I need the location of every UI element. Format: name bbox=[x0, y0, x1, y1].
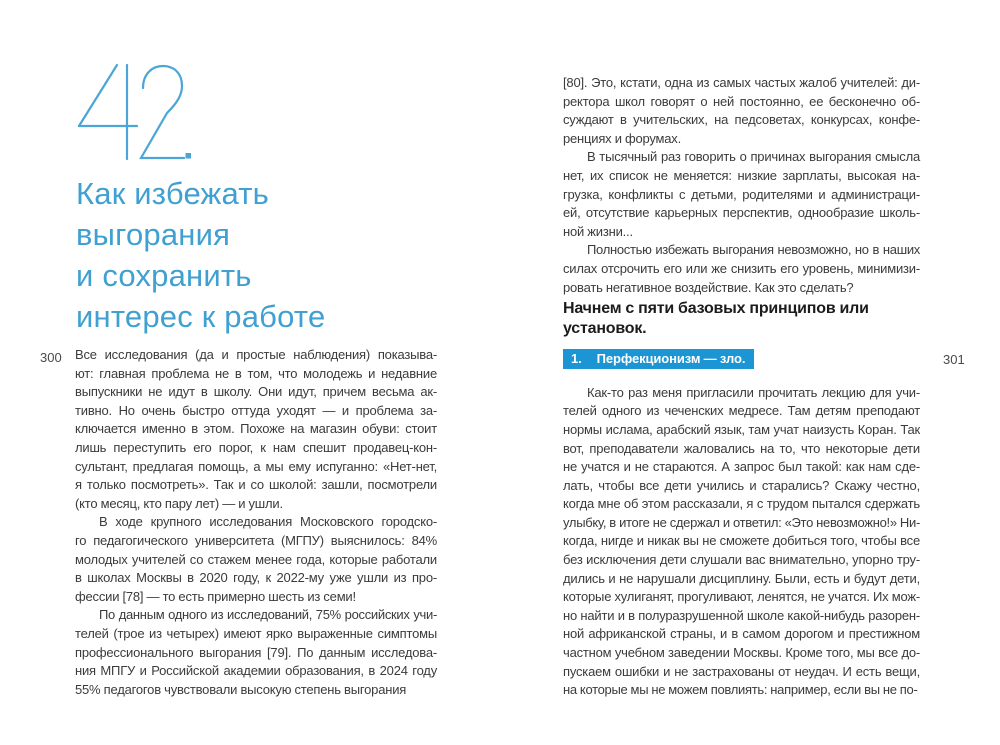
body-text-line: вот, преподаватели жаловались на то, что некоторые дети bbox=[563, 440, 920, 456]
body-text-line: пускаем ошибки и не застрахованы от неудач. И есть вещи, bbox=[563, 663, 920, 679]
left-text-column bbox=[75, 346, 437, 699]
body-text-line: ют: главная проблема не в том, что молодежь и недавние bbox=[75, 365, 437, 381]
paragraph bbox=[563, 241, 920, 297]
page-number-left: 300 bbox=[40, 350, 62, 365]
body-text-line: Полностью избежать выгорания невозможно, но в наших bbox=[587, 242, 920, 258]
body-text-line: молодых учителей со стажем менее года, которые работали bbox=[75, 551, 437, 567]
text-line: и сохранить bbox=[76, 258, 252, 293]
body-text-line: профессионального выгорания [79]. По данным исследова- bbox=[75, 644, 437, 660]
body-text-line: суждают в учительских, на педсоветах, конкурсах, конфе- bbox=[563, 112, 920, 128]
body-text-line: ной африканской страны, и в самом дорогом и престижном bbox=[563, 626, 920, 642]
body-text-line: частном учебном заведении Москвы. Кроме того, мы все до- bbox=[563, 645, 920, 661]
right-text-column bbox=[563, 74, 920, 700]
body-text-line: нет, их список не меняется: низкие зарплаты, высокая на- bbox=[563, 167, 920, 183]
principle-label: Перфекционизм — зло. bbox=[596, 351, 746, 367]
body-text-line: го педагогического университета (МГПУ) выяснилось: 84% bbox=[75, 532, 437, 548]
chapter-number-figure bbox=[77, 64, 191, 160]
body-text-line: фессии [78] — то есть примерно шесть из семи! bbox=[75, 588, 356, 604]
principle-item bbox=[563, 349, 754, 369]
body-text-line: ния МПГУ и Российской академии образования, в 2024 году bbox=[75, 663, 437, 679]
body-text-line: на которые мы не можем повлиять: например, если вы не по- bbox=[563, 682, 918, 698]
body-text-line: По данным одного из исследований, 75% российских учи- bbox=[99, 607, 437, 623]
body-text-line: лать, чтобы все дети учились и старались? Скажу честно, bbox=[563, 477, 920, 493]
text-line: Начнем с пяти базовых принципов или bbox=[563, 300, 869, 318]
body-text-line: ключается именно в этом. Похоже на магазин обуви: стоит bbox=[75, 421, 437, 437]
body-text-line: телей одного из чеченских медресе. Там детям преподают bbox=[563, 403, 920, 419]
body-text-line: выпускники не идут в школу. Они идут, причем весьма ак- bbox=[75, 384, 437, 400]
body-text-line: ровать негативное воздействие. Как это сделать? bbox=[563, 279, 854, 295]
body-text-line: без исключения дети слушали вас внимательно, упорно тру- bbox=[563, 552, 920, 568]
body-text-line: которые хулиганят, прогуливают, ленятся, не учатся. Их мож- bbox=[563, 589, 920, 605]
body-text-line: ной жизни... bbox=[563, 223, 633, 239]
body-text-line: В тысячный раз говорить о причинах выгорания смысла bbox=[587, 149, 920, 165]
body-text-line: когда мне об этом рассказали, я с трудом пытался сдержать bbox=[563, 496, 920, 512]
text-line: Как избежать bbox=[76, 176, 270, 211]
paragraph bbox=[563, 148, 920, 241]
body-text-line: ректора школ говорят о ней постоянно, ее бесконечно об- bbox=[563, 93, 920, 109]
paragraph bbox=[75, 606, 437, 699]
paragraph bbox=[75, 513, 437, 606]
paragraph bbox=[563, 74, 920, 148]
body-text-line: в школах Москвы в 2020 году, к 2022-му уже ушли из про- bbox=[75, 570, 437, 586]
text-line: выгорания bbox=[76, 217, 231, 252]
body-text-line: когда, нигде и никак вы не сможете добиться того, чтобы все bbox=[563, 533, 920, 549]
body-text-line: не учатся и не стараются. А запрос был такой: как нам сде- bbox=[563, 459, 920, 475]
body-text-line: я только посмотреть». Так и со школой: зашли, посмотрели bbox=[75, 477, 437, 493]
right-bottom-paragraphs bbox=[563, 384, 920, 700]
text-line: интерес к работе bbox=[76, 299, 326, 334]
body-text-line: телей (трое из четырех) имеют ярко выраженные симптомы bbox=[75, 625, 437, 641]
body-text-line: дились и не нарушали дисциплину. Были, есть и будут дети, bbox=[563, 570, 920, 586]
body-text-line: ей, отсутствие карьерных перспектив, однообразие школь- bbox=[563, 205, 920, 221]
page-number-right: 301 bbox=[943, 352, 965, 367]
body-text-line: но найти и в полуразрушенной школе какой-нибудь разорен- bbox=[563, 607, 920, 623]
body-text-line: [80]. Это, кстати, одна из самых частых жалоб учителей: ди- bbox=[563, 75, 920, 90]
body-text-line: (кто месяц, кто пару лет) — и ушли. bbox=[75, 495, 283, 511]
body-text-line: лишь переступить его порог, к нам спешит продавец-кон- bbox=[75, 439, 437, 455]
body-text-line: тивно. Но очень быстро оттуда уходят — и проблема за- bbox=[75, 402, 437, 418]
text-line: установок. bbox=[563, 319, 647, 337]
chapter-title bbox=[76, 173, 496, 337]
body-text-line: улыбку, в итоге не сдержал и ответил: «Это невозможно!» Ни- bbox=[563, 514, 920, 530]
body-text-line: Все исследования (да и простые наблюдения) показыва- bbox=[75, 347, 437, 362]
body-text-line: сультант, предлагая помощь, а мы ему испуганно: «Нет-нет, bbox=[75, 458, 437, 474]
right-top-paragraphs bbox=[563, 74, 920, 297]
body-text-line: 55% педагогов чувствовали высокую степень выгорания bbox=[75, 681, 407, 697]
body-text-line: грузка, конфликты с детьми, родителями и администраци- bbox=[563, 186, 920, 202]
body-text-line: нормы ислама, арабский язык, там учат наизусть Коран. Так bbox=[563, 421, 920, 437]
body-text-line: В ходе крупного исследования Московского городско- bbox=[99, 514, 437, 530]
principle-number: 1. bbox=[571, 351, 582, 367]
chapter-digits-artwork bbox=[77, 64, 191, 160]
body-text-line: Как-то раз меня пригласили прочитать лекцию для учи- bbox=[587, 384, 920, 400]
body-text-line: силах отсрочить его или же снизить его уровень, минимизи- bbox=[563, 260, 920, 276]
paragraph bbox=[75, 346, 437, 513]
body-text-line: ренциях и форумах. bbox=[563, 130, 682, 146]
section-heading bbox=[563, 299, 920, 338]
paragraph bbox=[563, 384, 920, 700]
